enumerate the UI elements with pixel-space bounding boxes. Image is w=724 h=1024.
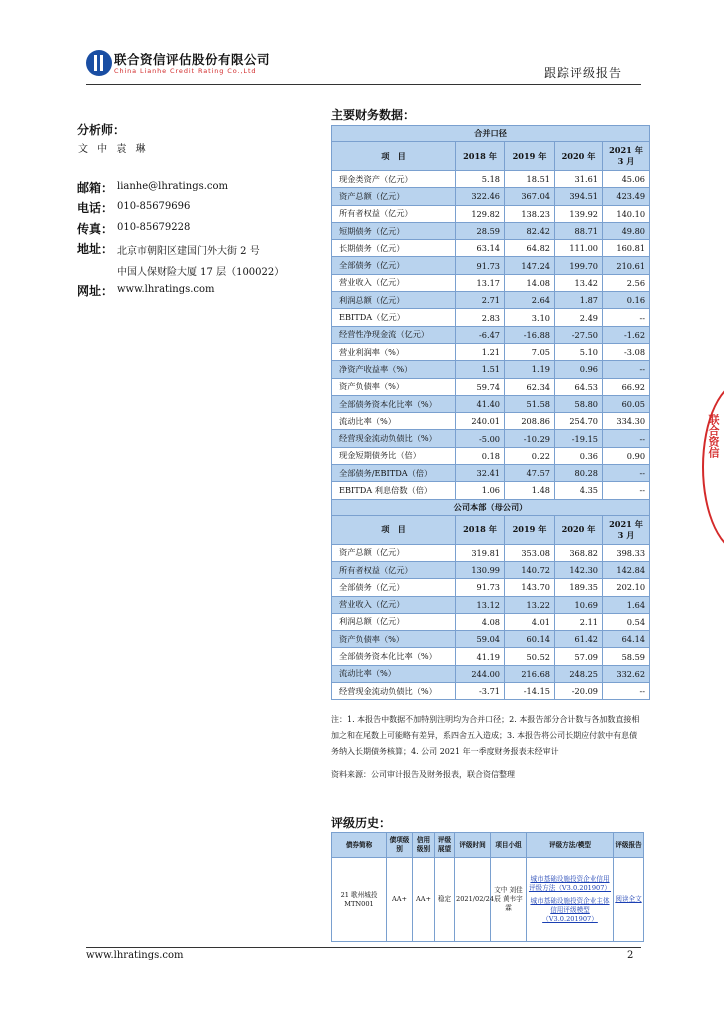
row-label: 经营性净现金流（亿元） xyxy=(332,326,456,343)
row-value: 59.04 xyxy=(456,631,505,648)
row-label: 利润总额（亿元） xyxy=(332,292,456,309)
row-value: 0.90 xyxy=(603,447,650,464)
row-value: 61.42 xyxy=(555,631,603,648)
company-seal xyxy=(702,380,724,554)
row-label: 全部债务/EBITDA（倍） xyxy=(332,465,456,482)
history-column-header: 评级时间 xyxy=(455,833,491,858)
history-outlook: 稳定 xyxy=(435,858,455,942)
row-label: 短期债务（亿元） xyxy=(332,222,456,239)
fax-value: 010-85679228 xyxy=(117,222,191,233)
phone-value: 010-85679696 xyxy=(117,201,191,212)
row-value: 7.05 xyxy=(505,343,555,360)
row-value: -19.15 xyxy=(555,430,603,447)
financials-note: 注：1. 本报告中数据不加特别注明均为合并口径；2. 本报告部分合计数与各加数直接相加之和在尾数上可能略有差异，系四舍五入造成；3. 本报告将公司长期应付款中有息债务纳入长期债务核算；4. 公司 2021 年一季度财务报表未经审计 xyxy=(331,715,640,756)
row-value: 130.99 xyxy=(456,561,505,578)
row-value: 332.62 xyxy=(603,665,650,682)
table-row xyxy=(332,292,650,309)
table-row xyxy=(332,465,650,482)
row-value: -6.47 xyxy=(456,326,505,343)
history-column-header: 评级展望 xyxy=(435,833,455,858)
column-header-row xyxy=(332,142,650,171)
row-value: 140.10 xyxy=(603,205,650,222)
row-value: 129.82 xyxy=(456,205,505,222)
row-label: 经营现金流动负债比（%） xyxy=(332,430,456,447)
analyst-names: 文 中 袁 琳 xyxy=(78,144,149,155)
history-column-header: 评级报告 xyxy=(614,833,644,858)
table-row xyxy=(332,544,650,561)
method-link-2[interactable]: 城市基础设施投资企业主体信用评级模型（V3.0.201907） xyxy=(530,897,610,923)
phone-label: 电话： xyxy=(77,201,114,215)
row-value: -20.09 xyxy=(555,683,603,700)
row-value: 59.74 xyxy=(456,378,505,395)
table-row xyxy=(332,413,650,430)
row-value: 14.08 xyxy=(505,274,555,291)
row-value: -10.29 xyxy=(505,430,555,447)
row-label: 利润总额（亿元） xyxy=(332,613,456,630)
row-value: 240.01 xyxy=(456,413,505,430)
row-value: 31.61 xyxy=(555,171,603,188)
row-value: 142.84 xyxy=(603,561,650,578)
row-value: 4.08 xyxy=(456,613,505,630)
row-value: 63.14 xyxy=(456,240,505,257)
history-column-header: 项目小组 xyxy=(491,833,527,858)
row-label: 营业利润率（%） xyxy=(332,343,456,360)
table-row xyxy=(332,648,650,665)
report-type: 跟踪评级报告 xyxy=(543,66,622,80)
row-value: 4.01 xyxy=(505,613,555,630)
page-number: 2 xyxy=(627,950,634,961)
table-row xyxy=(332,613,650,630)
row-label: 所有者权益（亿元） xyxy=(332,561,456,578)
method-link-1[interactable]: 城市基础设施投资企业信用评级方法（V3.0.201907） xyxy=(528,875,612,892)
table-row xyxy=(332,579,650,596)
header-rule xyxy=(86,84,641,85)
row-value: 254.70 xyxy=(555,413,603,430)
table-row xyxy=(332,274,650,291)
row-label: 资产总额（亿元） xyxy=(332,188,456,205)
column-header: 2019 年 xyxy=(505,142,555,171)
row-value: 64.14 xyxy=(603,631,650,648)
row-value: 2.11 xyxy=(555,613,603,630)
row-value: 58.80 xyxy=(555,395,603,412)
table-row xyxy=(332,430,650,447)
row-value: 13.22 xyxy=(505,596,555,613)
row-value: 319.81 xyxy=(456,544,505,561)
footer-rule xyxy=(86,947,641,948)
row-value: 50.52 xyxy=(505,648,555,665)
row-value: 18.51 xyxy=(505,171,555,188)
row-label: 资产总额（亿元） xyxy=(332,544,456,561)
row-label: 全部债务（亿元） xyxy=(332,257,456,274)
table-row xyxy=(332,240,650,257)
table-row xyxy=(332,683,650,700)
company-logo xyxy=(86,50,112,76)
row-value: 58.59 xyxy=(603,648,650,665)
row-value: 41.40 xyxy=(456,395,505,412)
table-row xyxy=(332,395,650,412)
column-header-row xyxy=(332,515,650,544)
row-value: -3.71 xyxy=(456,683,505,700)
row-value: 0.16 xyxy=(603,292,650,309)
row-value: 216.68 xyxy=(505,665,555,682)
table-row xyxy=(332,343,650,360)
row-value: 248.25 xyxy=(555,665,603,682)
row-value: 199.70 xyxy=(555,257,603,274)
row-value: 0.96 xyxy=(555,361,603,378)
table-row xyxy=(332,205,650,222)
web-value[interactable]: www.lhratings.com xyxy=(117,284,215,295)
row-value: -- xyxy=(603,430,650,447)
row-value: -1.62 xyxy=(603,326,650,343)
row-value: 0.54 xyxy=(603,613,650,630)
row-value: 91.73 xyxy=(456,579,505,596)
row-value: 398.33 xyxy=(603,544,650,561)
rating-history-title: 评级历史： xyxy=(331,816,392,830)
financials-title: 主要财务数据： xyxy=(331,108,416,122)
row-label: 所有者权益（亿元） xyxy=(332,205,456,222)
row-label: 资产负债率（%） xyxy=(332,378,456,395)
row-label: 现金类资产（亿元） xyxy=(332,171,456,188)
row-value: 64.53 xyxy=(555,378,603,395)
row-value: 208.86 xyxy=(505,413,555,430)
row-value: 353.08 xyxy=(505,544,555,561)
row-value: -27.50 xyxy=(555,326,603,343)
read-full-report-link[interactable]: 阅读全文 xyxy=(615,895,642,903)
row-value: 160.81 xyxy=(603,240,650,257)
row-value: 5.10 xyxy=(555,343,603,360)
row-value: 1.21 xyxy=(456,343,505,360)
web-label: 网址： xyxy=(77,284,114,298)
history-column-header: 债券简称 xyxy=(332,833,387,858)
row-label: EBITDA 利息倍数（倍） xyxy=(332,482,456,499)
company-seal-text: 联合资信 xyxy=(707,414,720,458)
table-row xyxy=(332,378,650,395)
row-value: 423.49 xyxy=(603,188,650,205)
row-value: -- xyxy=(603,361,650,378)
row-value: 244.00 xyxy=(456,665,505,682)
history-methods xyxy=(527,858,614,942)
row-value: 322.46 xyxy=(456,188,505,205)
row-value: 0.18 xyxy=(456,447,505,464)
row-value: 1.48 xyxy=(505,482,555,499)
row-value: 57.09 xyxy=(555,648,603,665)
row-value: 62.34 xyxy=(505,378,555,395)
column-header: 2020 年 xyxy=(555,515,603,544)
row-value: 2.83 xyxy=(456,309,505,326)
group-title: 公司本部（母公司） xyxy=(332,499,650,515)
row-value: -- xyxy=(603,465,650,482)
row-label: 营业收入（亿元） xyxy=(332,596,456,613)
row-value: 88.71 xyxy=(555,222,603,239)
row-value: 80.28 xyxy=(555,465,603,482)
row-value: 140.72 xyxy=(505,561,555,578)
row-value: 142.30 xyxy=(555,561,603,578)
row-value: 202.10 xyxy=(603,579,650,596)
row-value: 1.64 xyxy=(603,596,650,613)
row-value: 47.57 xyxy=(505,465,555,482)
table-row xyxy=(332,171,650,188)
history-column-header: 债项级别 xyxy=(387,833,413,858)
company-name-cn: 联合资信评估股份有限公司 xyxy=(114,52,271,67)
row-value: 368.82 xyxy=(555,544,603,561)
row-label: 全部债务资本化比率（%） xyxy=(332,648,456,665)
table-row xyxy=(332,631,650,648)
row-value: 60.14 xyxy=(505,631,555,648)
company-name-en: China Lianhe Credit Rating Co.,Ltd xyxy=(114,67,257,75)
row-value: 0.22 xyxy=(505,447,555,464)
row-value: 66.92 xyxy=(603,378,650,395)
row-value: -16.88 xyxy=(505,326,555,343)
row-value: 13.17 xyxy=(456,274,505,291)
group-title: 合并口径 xyxy=(332,126,650,142)
history-report xyxy=(614,858,644,942)
column-header: 2020 年 xyxy=(555,142,603,171)
row-value: 2.56 xyxy=(603,274,650,291)
row-value: -5.00 xyxy=(456,430,505,447)
table-row xyxy=(332,257,650,274)
row-value: 82.42 xyxy=(505,222,555,239)
row-value: 28.59 xyxy=(456,222,505,239)
column-header: 2021 年 3 月 xyxy=(603,515,650,544)
history-team: 文中 刘佳辰 黄韦宇霖 xyxy=(491,858,527,942)
history-bond: 21 歌州城投 MTN001 xyxy=(332,858,387,942)
row-value: 367.04 xyxy=(505,188,555,205)
table-row xyxy=(332,361,650,378)
row-label: 全部债务（亿元） xyxy=(332,579,456,596)
column-header: 2019 年 xyxy=(505,515,555,544)
row-label: 全部债务资本化比率（%） xyxy=(332,395,456,412)
history-date: 2021/02/24 xyxy=(455,858,491,942)
row-label: 经营现金流动负债比（%） xyxy=(332,683,456,700)
row-value: 4.35 xyxy=(555,482,603,499)
row-value: 139.92 xyxy=(555,205,603,222)
row-value: 60.05 xyxy=(603,395,650,412)
column-header: 项 目 xyxy=(332,515,456,544)
row-value: 2.49 xyxy=(555,309,603,326)
history-column-header: 评级方法/模型 xyxy=(527,833,614,858)
row-value: 45.06 xyxy=(603,171,650,188)
row-label: EBITDA（亿元） xyxy=(332,309,456,326)
row-value: 5.18 xyxy=(456,171,505,188)
address-line2: 中国人保财险大厦 17 层（100022） xyxy=(117,267,285,278)
row-label: 长期债务（亿元） xyxy=(332,240,456,257)
row-value: 2.71 xyxy=(456,292,505,309)
row-value: -- xyxy=(603,683,650,700)
history-column-header: 信用级别 xyxy=(413,833,435,858)
row-value: -- xyxy=(603,309,650,326)
history-bond-rating: AA+ xyxy=(387,858,413,942)
row-label: 现金短期债务比（倍） xyxy=(332,447,456,464)
row-value: 10.69 xyxy=(555,596,603,613)
address-line1: 北京市朝阳区建国门外大街 2 号 xyxy=(117,246,260,257)
row-value: 13.12 xyxy=(456,596,505,613)
row-label: 流动比率（%） xyxy=(332,413,456,430)
row-value: 394.51 xyxy=(555,188,603,205)
table-row xyxy=(332,665,650,682)
table-row xyxy=(332,561,650,578)
row-value: 32.41 xyxy=(456,465,505,482)
row-value: 64.82 xyxy=(505,240,555,257)
group-header-row xyxy=(332,499,650,515)
row-value: 138.23 xyxy=(505,205,555,222)
row-label: 流动比率（%） xyxy=(332,665,456,682)
row-value: -14.15 xyxy=(505,683,555,700)
table-row xyxy=(332,309,650,326)
table-row xyxy=(332,326,650,343)
row-label: 营业收入（亿元） xyxy=(332,274,456,291)
row-value: 1.51 xyxy=(456,361,505,378)
rating-history-table xyxy=(331,832,644,942)
row-value: 2.64 xyxy=(505,292,555,309)
row-value: 334.30 xyxy=(603,413,650,430)
row-value: 143.70 xyxy=(505,579,555,596)
history-issuer-rating: AA+ xyxy=(413,858,435,942)
group-header-row xyxy=(332,126,650,142)
analyst-label: 分析师： xyxy=(77,123,126,137)
email-value[interactable]: lianhe@lhratings.com xyxy=(117,181,229,192)
column-header: 项 目 xyxy=(332,142,456,171)
column-header: 2018 年 xyxy=(456,142,505,171)
row-value: 0.36 xyxy=(555,447,603,464)
table-row xyxy=(332,596,650,613)
table-row xyxy=(332,188,650,205)
row-value: 1.06 xyxy=(456,482,505,499)
row-value: 41.19 xyxy=(456,648,505,665)
row-value: 1.87 xyxy=(555,292,603,309)
address-label: 地址： xyxy=(77,242,114,256)
table-row xyxy=(332,447,650,464)
row-value: 91.73 xyxy=(456,257,505,274)
row-value: 1.19 xyxy=(505,361,555,378)
footer-website[interactable]: www.lhratings.com xyxy=(86,950,184,961)
row-label: 资产负债率（%） xyxy=(332,631,456,648)
row-value: 51.58 xyxy=(505,395,555,412)
row-value: 189.35 xyxy=(555,579,603,596)
row-value: -3.08 xyxy=(603,343,650,360)
row-value: 111.00 xyxy=(555,240,603,257)
row-value: 49.80 xyxy=(603,222,650,239)
row-value: -- xyxy=(603,482,650,499)
fax-label: 传真： xyxy=(77,222,114,236)
row-value: 3.10 xyxy=(505,309,555,326)
email-label: 邮箱： xyxy=(77,181,114,195)
table-row xyxy=(332,222,650,239)
table-row xyxy=(332,482,650,499)
row-label: 净资产收益率（%） xyxy=(332,361,456,378)
row-value: 13.42 xyxy=(555,274,603,291)
row-value: 210.61 xyxy=(603,257,650,274)
column-header: 2018 年 xyxy=(456,515,505,544)
financials-table xyxy=(331,125,650,700)
row-value: 147.24 xyxy=(505,257,555,274)
financials-source: 资料来源：公司审计报告及财务报表，联合资信整理 xyxy=(331,770,515,779)
column-header: 2021 年 3 月 xyxy=(603,142,650,171)
